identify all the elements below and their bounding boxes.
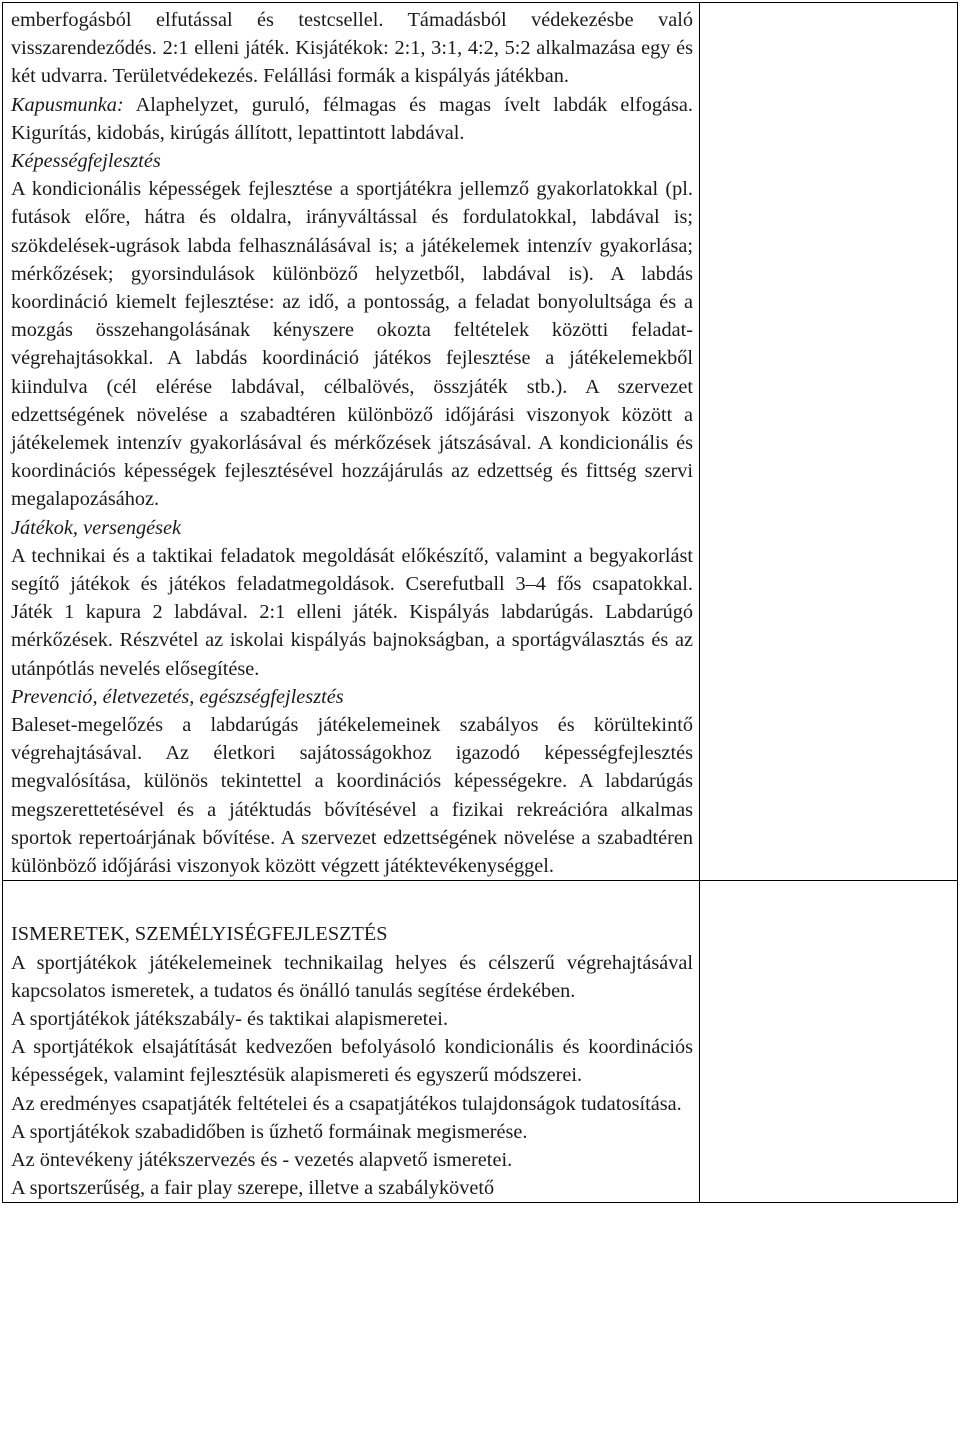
section-title: ISMERETEK, SZEMÉLYISÉGFEJLESZTÉS bbox=[11, 923, 388, 946]
kapusmunka-label: Kapusmunka: bbox=[11, 93, 124, 116]
knowledge-item: A sportjátékok játékelemeinek technikailag helyes és célszerű végrehajtásával kapcsolatos ismeretek, a tudatos és önálló tanulás segítése érdekében. bbox=[11, 951, 693, 1002]
heading-prevencio: Prevenció, életvezetés, egészségfejlesztés bbox=[11, 685, 344, 708]
heading-jatekok: Játékok, versengések bbox=[11, 516, 182, 539]
kepessegfejlesztes-paragraph: A kondicionális képességek fejlesztése a sportjátékra jellemző gyakorlatokkal (pl. futások előre, hátra és oldalra, irányváltással és fordulatokkal, labdával is; szökdelések-ugrások labda felhasználásával is; a játékelemek intenzív gyakorlása; mérkőzések; gyorsindulások különböző helyzetből, labdával is). A labdás koordináció kiemelt fejlesztése: az idő, a pontosság, a feladat bonyolultsága és a mozgás összehangolásának kényszere okozta feltételek közötti feladat-végrehajtásokkal. A labdás koordináció játékos fejlesztése a játékelemekből kiindulva (cél elérése labdával, célbalövés, összjáték stb.). A szervezet edzettségének növelése a szabadtéren különböző időjárási viszonyok között a játékelemek intenzív gyakorlásával és mérkőzések játszásával. A kondicionális és koordinációs képességek fejlesztésével hozzájárulás az edzettség és fittség szervi megalapozásához. bbox=[11, 178, 693, 511]
knowledge-item: A sportjátékok elsajátítását kedvezően befolyásoló kondicionális és koordinációs képességek, valamint fejlesztésük alapismereti és egyszerű módszerei. bbox=[11, 1036, 693, 1087]
knowledge-item: A sportjátékok játékszabály- és taktikai alapismeretei. bbox=[11, 1007, 449, 1030]
side-cell-1 bbox=[700, 3, 958, 881]
content-cell-2 bbox=[3, 881, 700, 1203]
knowledge-item: A sportszerűség, a fair play szerepe, illetve a szabálykövető bbox=[11, 1177, 495, 1200]
kapusmunka-text: Alaphelyzet, guruló, félmagas és magas ívelt labdák elfogása. Kigurítás, kidobás, kirúgás állított, lepattintott labdával. bbox=[11, 93, 693, 144]
jatekok-paragraph: A technikai és a taktikai feladatok megoldását előkészítő, valamint a begyakorlást segítő játékok és játékos feladatmegoldások. Cserefutball 3–4 fős csapatokkal. Játék 1 kapura 2 labdával. 2:1 elleni játék. Kispályás labdarúgás. Labdarúgó mérkőzések. Részvétel az iskolai kispályás bajnokságban, a sportágválasztás és az utánpótlás nevelés elősegítése. bbox=[11, 544, 693, 680]
heading-kepessegfejlesztes: Képességfejlesztés bbox=[11, 150, 161, 173]
prevencio-paragraph: Baleset-megelőzés a labdarúgás játékelemeinek szabályos és körültekintő végrehajtásával. Az életkori sajátosságokhoz igazodó képességfejlesztés megvalósítása, különös tekintettel a koordinációs képességekre. A labdarúgás megszerettetésével és a játéktudás bővítésével a fizikai rekreációra alkalmas sportok repertoárjának bővítése. A szervezet edzettségének növelése a szabadtéren különböző időjárási viszonyok között végzett játéktevékenységgel. bbox=[11, 714, 693, 878]
knowledge-item: Az eredményes csapatjáték feltételei és a csapatjátékos tulajdonságok tudatosítása. bbox=[11, 1092, 682, 1115]
intro-paragraph: emberfogásból elfutással és testcsellel. Támadásból védekezésbe való visszarendeződés. 2:1 elleni játék. Kisjátékok: 2:1, 3:1, 4:2, 5:2 alkalmazása egy és két udvarra. Területvédekezés. Felállási formák a kispályás játékban. bbox=[11, 9, 693, 88]
side-cell-2 bbox=[700, 881, 958, 1203]
content-cell-1 bbox=[3, 3, 700, 881]
knowledge-item: Az öntevékeny játékszervezés és - vezetés alapvető ismeretei. bbox=[11, 1148, 513, 1171]
kapusmunka-paragraph bbox=[11, 91, 693, 147]
knowledge-item: A sportjátékok szabadidőben is űzhető formáinak megismerése. bbox=[11, 1120, 528, 1143]
document-table bbox=[2, 2, 958, 1203]
